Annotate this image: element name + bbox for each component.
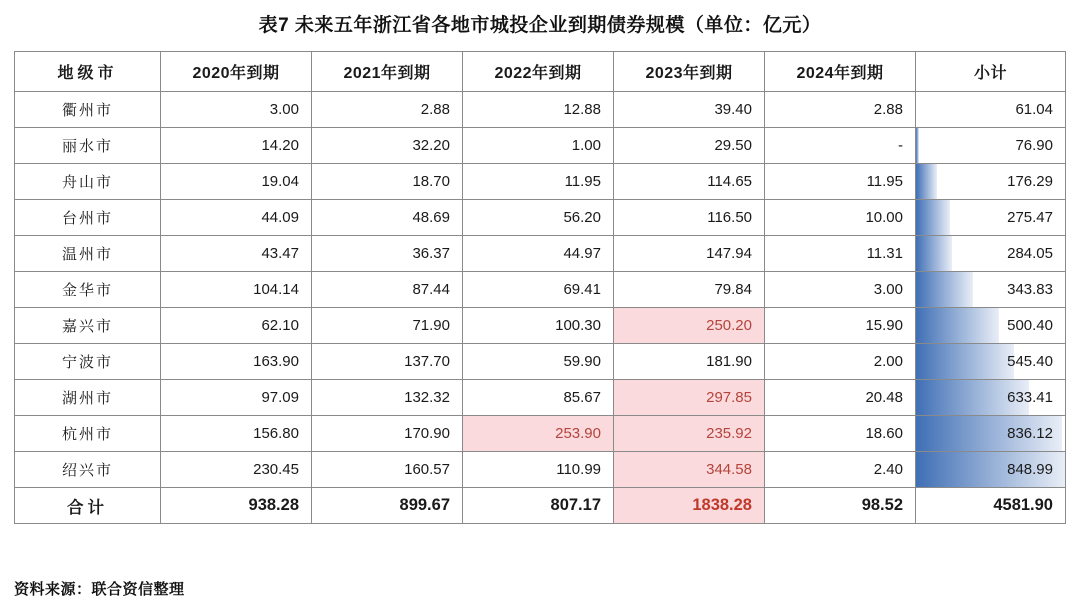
cell-year-2021: 899.67 bbox=[312, 488, 463, 524]
cell-city: 舟山市 bbox=[15, 164, 161, 200]
cell-year-2022: 11.95 bbox=[463, 164, 614, 200]
cell-year-2023: 297.85 bbox=[614, 380, 765, 416]
cell-year-2024: 98.52 bbox=[765, 488, 916, 524]
cell-year-2024: 3.00 bbox=[765, 272, 916, 308]
subtotal-value: 284.05 bbox=[1007, 245, 1053, 262]
cell-year-2020: 44.09 bbox=[161, 200, 312, 236]
cell-year-2023: 147.94 bbox=[614, 236, 765, 272]
cell-year-2021: 2.88 bbox=[312, 92, 463, 128]
cell-subtotal bbox=[916, 308, 1066, 344]
cell-year-2020: 3.00 bbox=[161, 92, 312, 128]
cell-year-2024: 15.90 bbox=[765, 308, 916, 344]
subtotal-bar bbox=[916, 272, 973, 307]
cell-city: 宁波市 bbox=[15, 344, 161, 380]
table-total-row bbox=[15, 488, 1066, 524]
cell-year-2021: 36.37 bbox=[312, 236, 463, 272]
cell-year-2022: 56.20 bbox=[463, 200, 614, 236]
table-header bbox=[15, 52, 1066, 92]
cell-year-2020: 43.47 bbox=[161, 236, 312, 272]
cell-subtotal bbox=[916, 272, 1066, 308]
cell-year-2023: 250.20 bbox=[614, 308, 765, 344]
cell-year-2022: 69.41 bbox=[463, 272, 614, 308]
cell-city: 金华市 bbox=[15, 272, 161, 308]
cell-year-2024: 11.31 bbox=[765, 236, 916, 272]
cell-year-2023: 79.84 bbox=[614, 272, 765, 308]
cell-city: 绍兴市 bbox=[15, 452, 161, 488]
cell-year-2021: 137.70 bbox=[312, 344, 463, 380]
cell-year-2020: 156.80 bbox=[161, 416, 312, 452]
table-row bbox=[15, 236, 1066, 272]
cell-year-2023: 29.50 bbox=[614, 128, 765, 164]
subtotal-value: 633.41 bbox=[1007, 389, 1053, 406]
table-row bbox=[15, 128, 1066, 164]
cell-year-2020: 163.90 bbox=[161, 344, 312, 380]
subtotal-value: 275.47 bbox=[1007, 209, 1053, 226]
cell-city: 湖州市 bbox=[15, 380, 161, 416]
table-row bbox=[15, 380, 1066, 416]
cell-year-2024: - bbox=[765, 128, 916, 164]
subtotal-bar bbox=[916, 308, 999, 343]
subtotal-bar bbox=[916, 128, 919, 163]
cell-year-2023: 235.92 bbox=[614, 416, 765, 452]
cell-subtotal bbox=[916, 344, 1066, 380]
cell-year-2024: 2.00 bbox=[765, 344, 916, 380]
cell-year-2024: 18.60 bbox=[765, 416, 916, 452]
table-row bbox=[15, 92, 1066, 128]
cell-year-2020: 230.45 bbox=[161, 452, 312, 488]
cell-year-2024: 2.40 bbox=[765, 452, 916, 488]
cell-city: 合计 bbox=[15, 488, 161, 524]
cell-year-2020: 19.04 bbox=[161, 164, 312, 200]
cell-city: 丽水市 bbox=[15, 128, 161, 164]
cell-year-2022: 1.00 bbox=[463, 128, 614, 164]
cell-year-2024: 20.48 bbox=[765, 380, 916, 416]
cell-year-2020: 97.09 bbox=[161, 380, 312, 416]
cell-subtotal bbox=[916, 236, 1066, 272]
column-header-city: 地级市 bbox=[15, 52, 161, 92]
column-header-2021: 2021年到期 bbox=[312, 52, 463, 92]
cell-subtotal bbox=[916, 164, 1066, 200]
cell-city: 嘉兴市 bbox=[15, 308, 161, 344]
cell-year-2022: 85.67 bbox=[463, 380, 614, 416]
table-container bbox=[0, 51, 1080, 524]
table-row bbox=[15, 416, 1066, 452]
cell-city: 杭州市 bbox=[15, 416, 161, 452]
cell-year-2023: 39.40 bbox=[614, 92, 765, 128]
cell-year-2021: 87.44 bbox=[312, 272, 463, 308]
source-note: 资料来源：联合资信整理 bbox=[14, 581, 185, 598]
cell-subtotal bbox=[916, 92, 1066, 128]
table-row bbox=[15, 164, 1066, 200]
cell-year-2024: 11.95 bbox=[765, 164, 916, 200]
table-row bbox=[15, 452, 1066, 488]
subtotal-value: 836.12 bbox=[1007, 425, 1053, 442]
table-row bbox=[15, 308, 1066, 344]
column-header-2023: 2023年到期 bbox=[614, 52, 765, 92]
cell-year-2022: 12.88 bbox=[463, 92, 614, 128]
subtotal-value: 848.99 bbox=[1007, 461, 1053, 478]
column-header-2022: 2022年到期 bbox=[463, 52, 614, 92]
cell-year-2021: 71.90 bbox=[312, 308, 463, 344]
cell-year-2021: 18.70 bbox=[312, 164, 463, 200]
cell-city: 温州市 bbox=[15, 236, 161, 272]
cell-year-2020: 938.28 bbox=[161, 488, 312, 524]
table-header-row bbox=[15, 52, 1066, 92]
cell-year-2021: 160.57 bbox=[312, 452, 463, 488]
cell-city: 衢州市 bbox=[15, 92, 161, 128]
cell-year-2023: 344.58 bbox=[614, 452, 765, 488]
maturing-bonds-table bbox=[14, 51, 1066, 524]
table-title: 表7 未来五年浙江省各地市城投企业到期债券规模（单位：亿元） bbox=[258, 15, 822, 36]
subtotal-value: 176.29 bbox=[1007, 173, 1053, 190]
cell-year-2021: 48.69 bbox=[312, 200, 463, 236]
subtotal-bar bbox=[916, 200, 950, 235]
cell-year-2023: 114.65 bbox=[614, 164, 765, 200]
table-body bbox=[15, 92, 1066, 524]
cell-year-2022: 807.17 bbox=[463, 488, 614, 524]
cell-year-2021: 32.20 bbox=[312, 128, 463, 164]
cell-subtotal bbox=[916, 380, 1066, 416]
cell-subtotal: 4581.90 bbox=[916, 488, 1066, 524]
cell-year-2020: 62.10 bbox=[161, 308, 312, 344]
cell-year-2024: 10.00 bbox=[765, 200, 916, 236]
cell-year-2020: 104.14 bbox=[161, 272, 312, 308]
cell-subtotal bbox=[916, 416, 1066, 452]
column-header-subtotal: 小计 bbox=[916, 52, 1066, 92]
cell-year-2023: 1838.28 bbox=[614, 488, 765, 524]
column-header-2024: 2024年到期 bbox=[765, 52, 916, 92]
cell-year-2021: 170.90 bbox=[312, 416, 463, 452]
cell-year-2022: 110.99 bbox=[463, 452, 614, 488]
column-header-2020: 2020年到期 bbox=[161, 52, 312, 92]
cell-year-2023: 181.90 bbox=[614, 344, 765, 380]
cell-year-2021: 132.32 bbox=[312, 380, 463, 416]
subtotal-value: 545.40 bbox=[1007, 353, 1053, 370]
table-row bbox=[15, 200, 1066, 236]
cell-year-2023: 116.50 bbox=[614, 200, 765, 236]
cell-year-2024: 2.88 bbox=[765, 92, 916, 128]
subtotal-bar bbox=[916, 344, 1014, 379]
subtotal-value: 76.90 bbox=[1015, 137, 1053, 154]
cell-subtotal bbox=[916, 200, 1066, 236]
subtotal-value: 500.40 bbox=[1007, 317, 1053, 334]
cell-year-2022: 59.90 bbox=[463, 344, 614, 380]
subtotal-value: 61.04 bbox=[1015, 101, 1053, 118]
subtotal-bar bbox=[916, 236, 952, 271]
cell-year-2020: 14.20 bbox=[161, 128, 312, 164]
cell-year-2022: 253.90 bbox=[463, 416, 614, 452]
cell-year-2022: 44.97 bbox=[463, 236, 614, 272]
cell-subtotal bbox=[916, 128, 1066, 164]
table-row bbox=[15, 344, 1066, 380]
cell-city: 台州市 bbox=[15, 200, 161, 236]
table-row bbox=[15, 272, 1066, 308]
subtotal-bar bbox=[916, 164, 937, 199]
cell-subtotal bbox=[916, 452, 1066, 488]
cell-year-2022: 100.30 bbox=[463, 308, 614, 344]
subtotal-value: 343.83 bbox=[1007, 281, 1053, 298]
